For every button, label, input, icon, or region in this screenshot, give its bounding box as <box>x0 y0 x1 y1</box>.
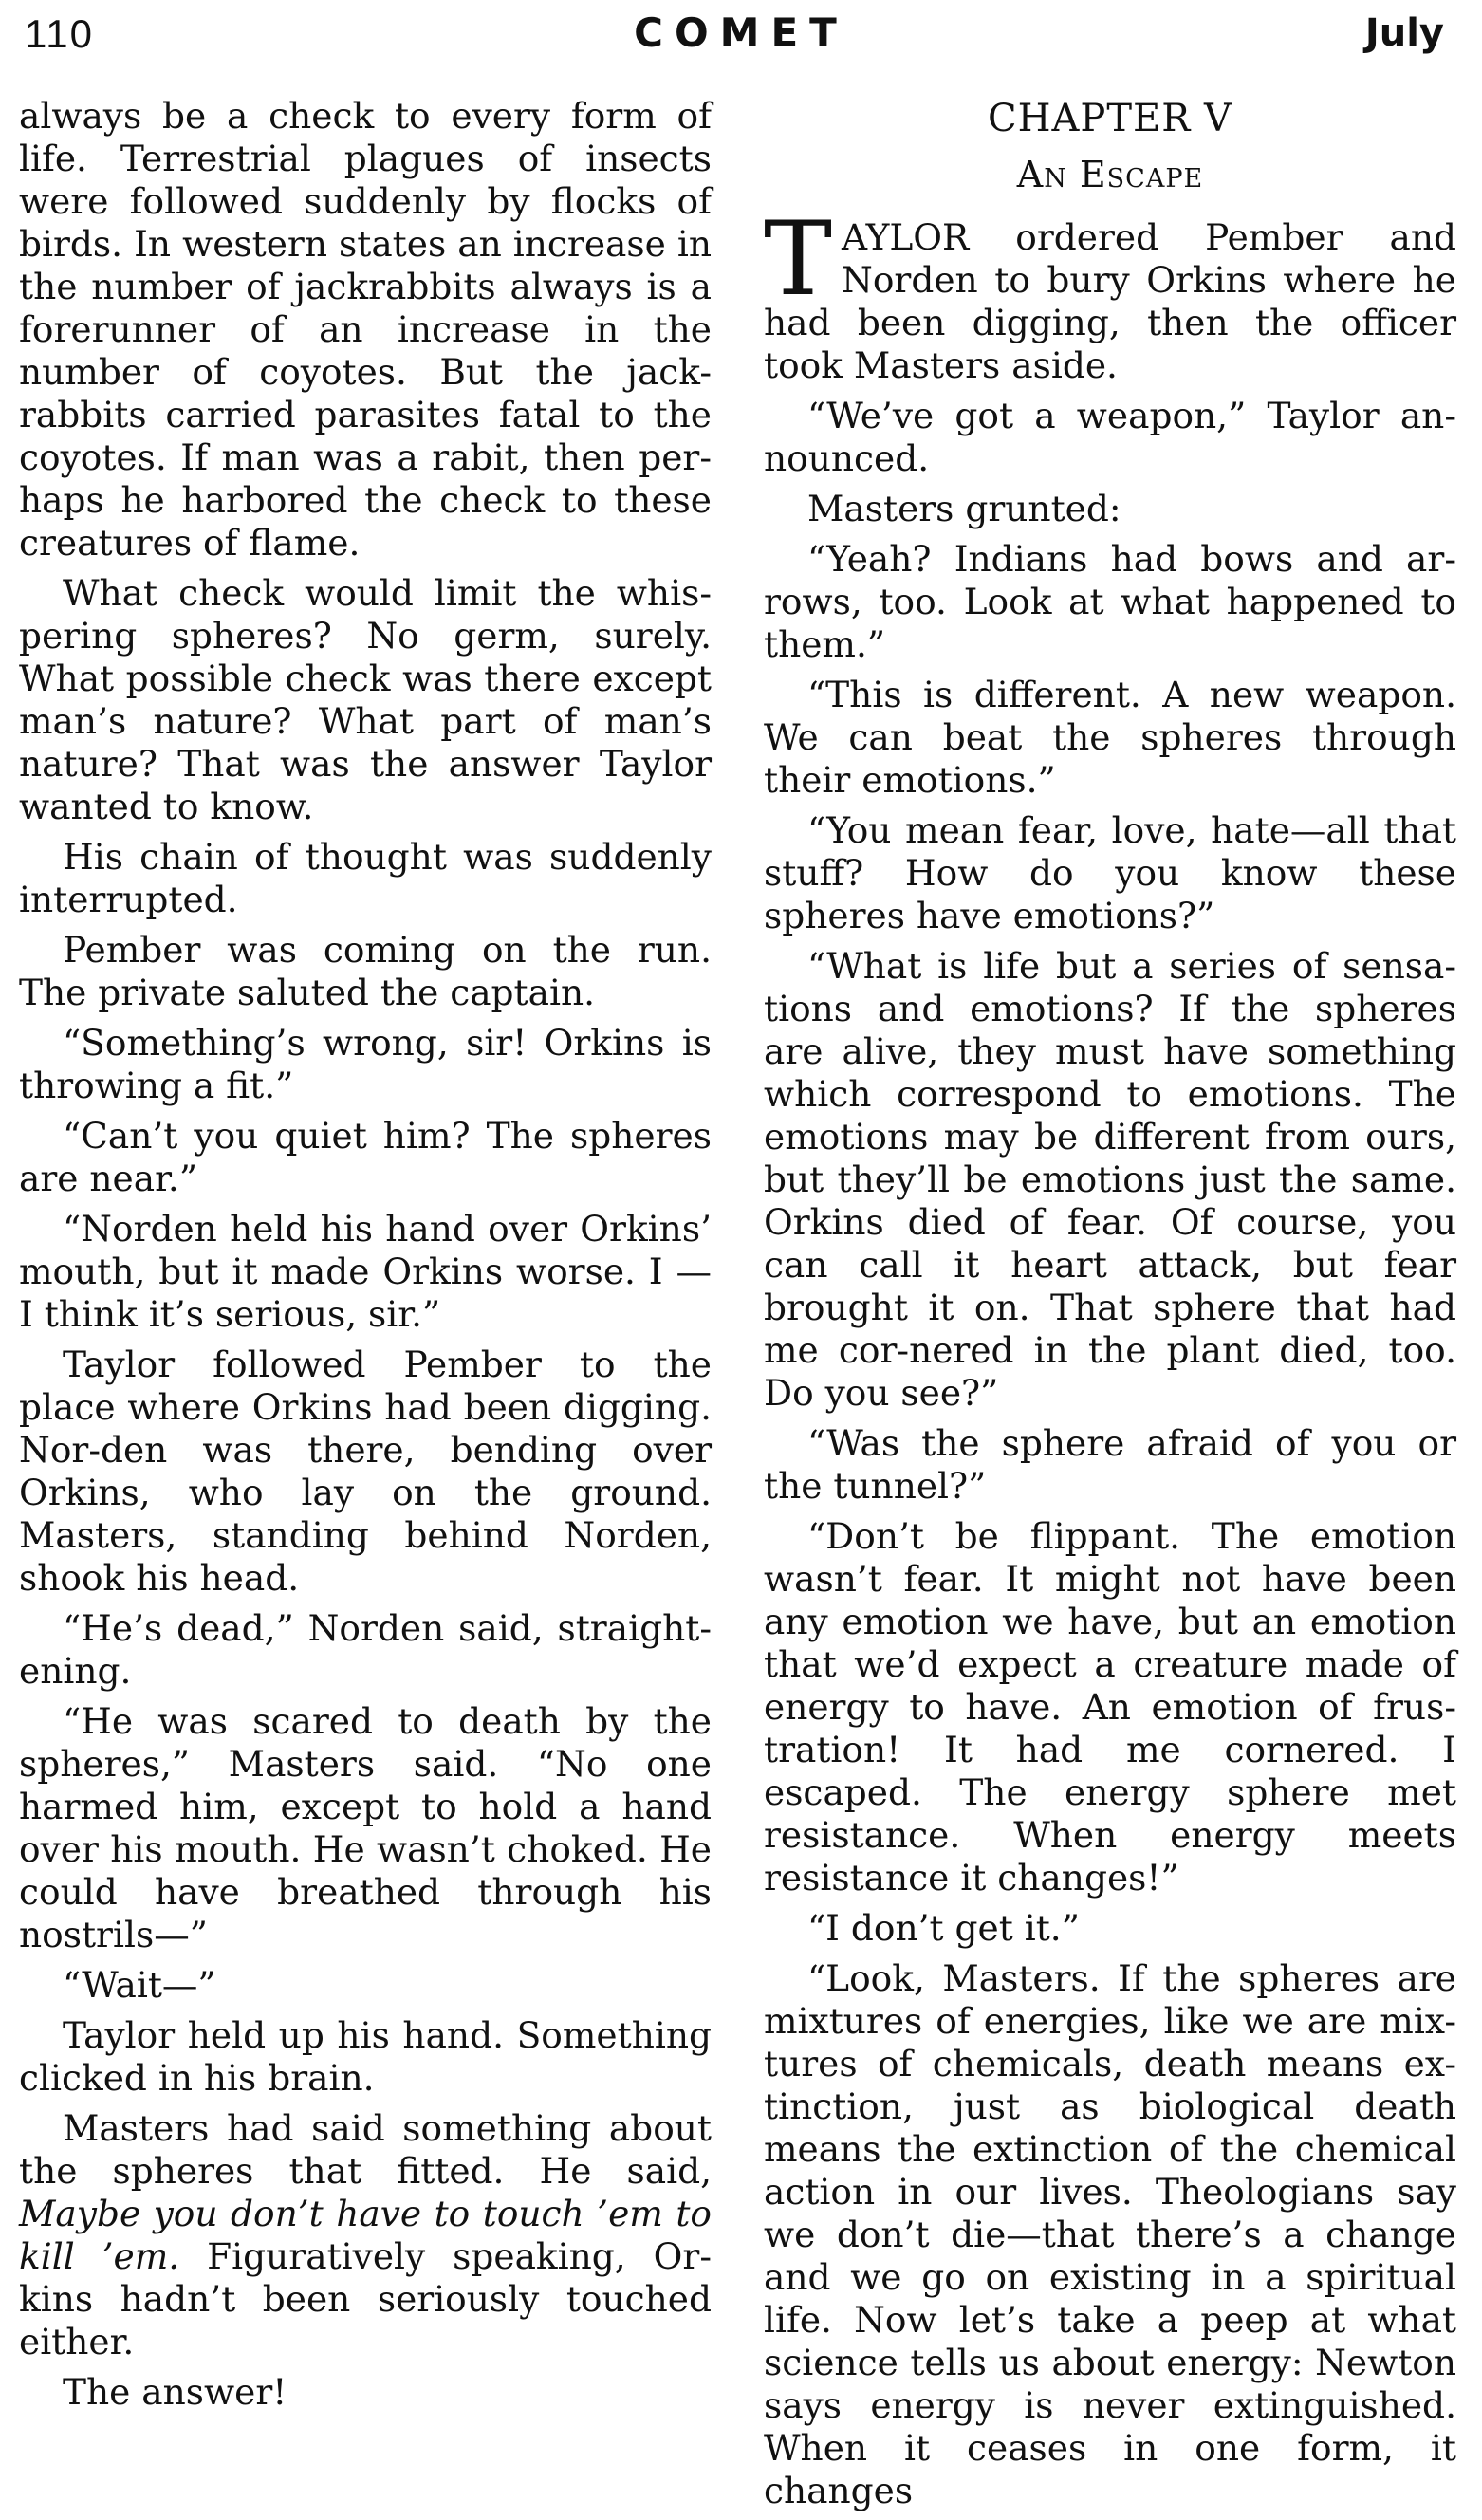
paragraph <box>764 200 1456 387</box>
paragraph: “This is different. A new weapon. We can beat the spheres through their emotions.” <box>764 674 1456 801</box>
paragraph: “What is life but a series of sensa-tions and emotions? If the spheres are alive, they must have something which correspond to emotions. The emotions may be different from ours, but they’ll be emotions just the same. Orkins died of fear. Of course, you can call it heart attack, but fear brought it on. That sphere that had me cor-nered in the plant died, too. Do you see?” <box>764 945 1456 1414</box>
paragraph: “You mean fear, love, hate—all that stuff? How do you know these spheres have emotions?” <box>764 809 1456 936</box>
drop-cap: T <box>764 200 833 319</box>
right-column <box>764 95 1456 2520</box>
paragraph: Taylor followed Pember to the place where Orkins had been digging. Nor-den was there, bending over Orkins, who lay on the ground. Masters, standing behind Norden, shook his head. <box>19 1343 712 1599</box>
paragraph: Taylor held up his hand. Something clicked in his brain. <box>19 2014 712 2099</box>
page-header <box>0 0 1482 80</box>
paragraph-text: ordered Pember and Norden to bury Orkins where he had been digging, then the officer took Masters aside. <box>764 216 1456 386</box>
paragraph-text: Figuratively speaking, Or-kins hadn’t been seriously touched either. <box>19 2235 712 2362</box>
paragraph: “Was the sphere afraid of you or the tunnel?” <box>764 1422 1456 1507</box>
page-number: 110 <box>25 11 94 56</box>
chapter-heading: CHAPTER V <box>988 97 1232 140</box>
paragraph: Pember was coming on the run. The private saluted the captain. <box>19 929 712 1013</box>
paragraph: “Yeah? Indians had bows and ar-rows, too. Look at what happened to them.” <box>764 538 1456 665</box>
paragraph: The answer! <box>63 2371 287 2413</box>
paragraph: always be a check to every form of life. Terrestrial plagues of insects were followed suddenly by flocks of birds. In western states an increase in the number of jackrabbits always is a forerunner of an increase in the number of coyotes. But the jack-rabbits carried parasites fatal to the coyotes. If man was a rabit, then per-haps he harbored the check to these creatures of flame. <box>19 95 712 564</box>
paragraph: “I don’t get it.” <box>807 1907 1080 1949</box>
paragraph: “He’s dead,” Norden said, straight-ening. <box>19 1607 712 1692</box>
paragraph: “Don’t be flippant. The emotion wasn’t fear. It might not have been any emotion we have, but an emotion that we’d expect a creature made of energy to have. An emotion of frus-tration! It had me cornered. I escaped. The energy sphere met resistance. When energy meets resistance it changes!” <box>764 1515 1456 1899</box>
paragraph: “Something’s wrong, sir! Orkins is throwing a fit.” <box>19 1022 712 1106</box>
paragraph: Masters grunted: <box>807 488 1121 529</box>
paragraph: “He was scared to death by the spheres,” Masters said. “No one harmed him, except to hold a hand over his mouth. He wasn’t choked. He could have breathed through his nostrils—” <box>19 1700 712 1955</box>
paragraph: “Look, Masters. If the spheres are mixtures of energies, like we are mix-tures of chemicals, death means ex-tinction, just as biological death means the extinction of the chemical action in our lives. Theologians say we don’t die—that there’s a change and we go on existing in a spiritual life. Now let’s take a peep at what science tells us about energy: Newton says energy is never extinguished. When it ceases in one form, it changes <box>764 1957 1456 2511</box>
paragraph: His chain of thought was suddenly interrupted. <box>19 836 712 920</box>
paragraph: “Wait—” <box>63 1964 216 2006</box>
chapter-subtitle: An Escape <box>1016 154 1204 195</box>
paragraph: What check would limit the whis-pering spheres? No germ, surely. What possible check was there except man’s nature? What part of man’s nature? That was the answer Taylor wanted to know. <box>19 572 712 827</box>
paragraph <box>19 2107 712 2363</box>
magazine-title: COMET <box>634 9 848 56</box>
paragraph: “Can’t you quiet him? The spheres are near.” <box>19 1115 712 1199</box>
paragraph: “We’ve got a weapon,” Taylor an-nounced. <box>764 395 1456 479</box>
italic-quote: Maybe you don’t have to touch ’em to kill ’em. <box>19 2193 712 2277</box>
issue-month: July <box>1364 11 1444 55</box>
left-column <box>19 95 712 2421</box>
paragraph: “Norden held his hand over Orkins’ mouth, but it made Orkins worse. I —I think it’s serious, sir.” <box>19 1208 712 1335</box>
paragraph-text: Masters had said something about the spheres that fitted. He said, <box>19 2107 712 2192</box>
smallcaps-lead: AYLOR <box>842 216 970 258</box>
